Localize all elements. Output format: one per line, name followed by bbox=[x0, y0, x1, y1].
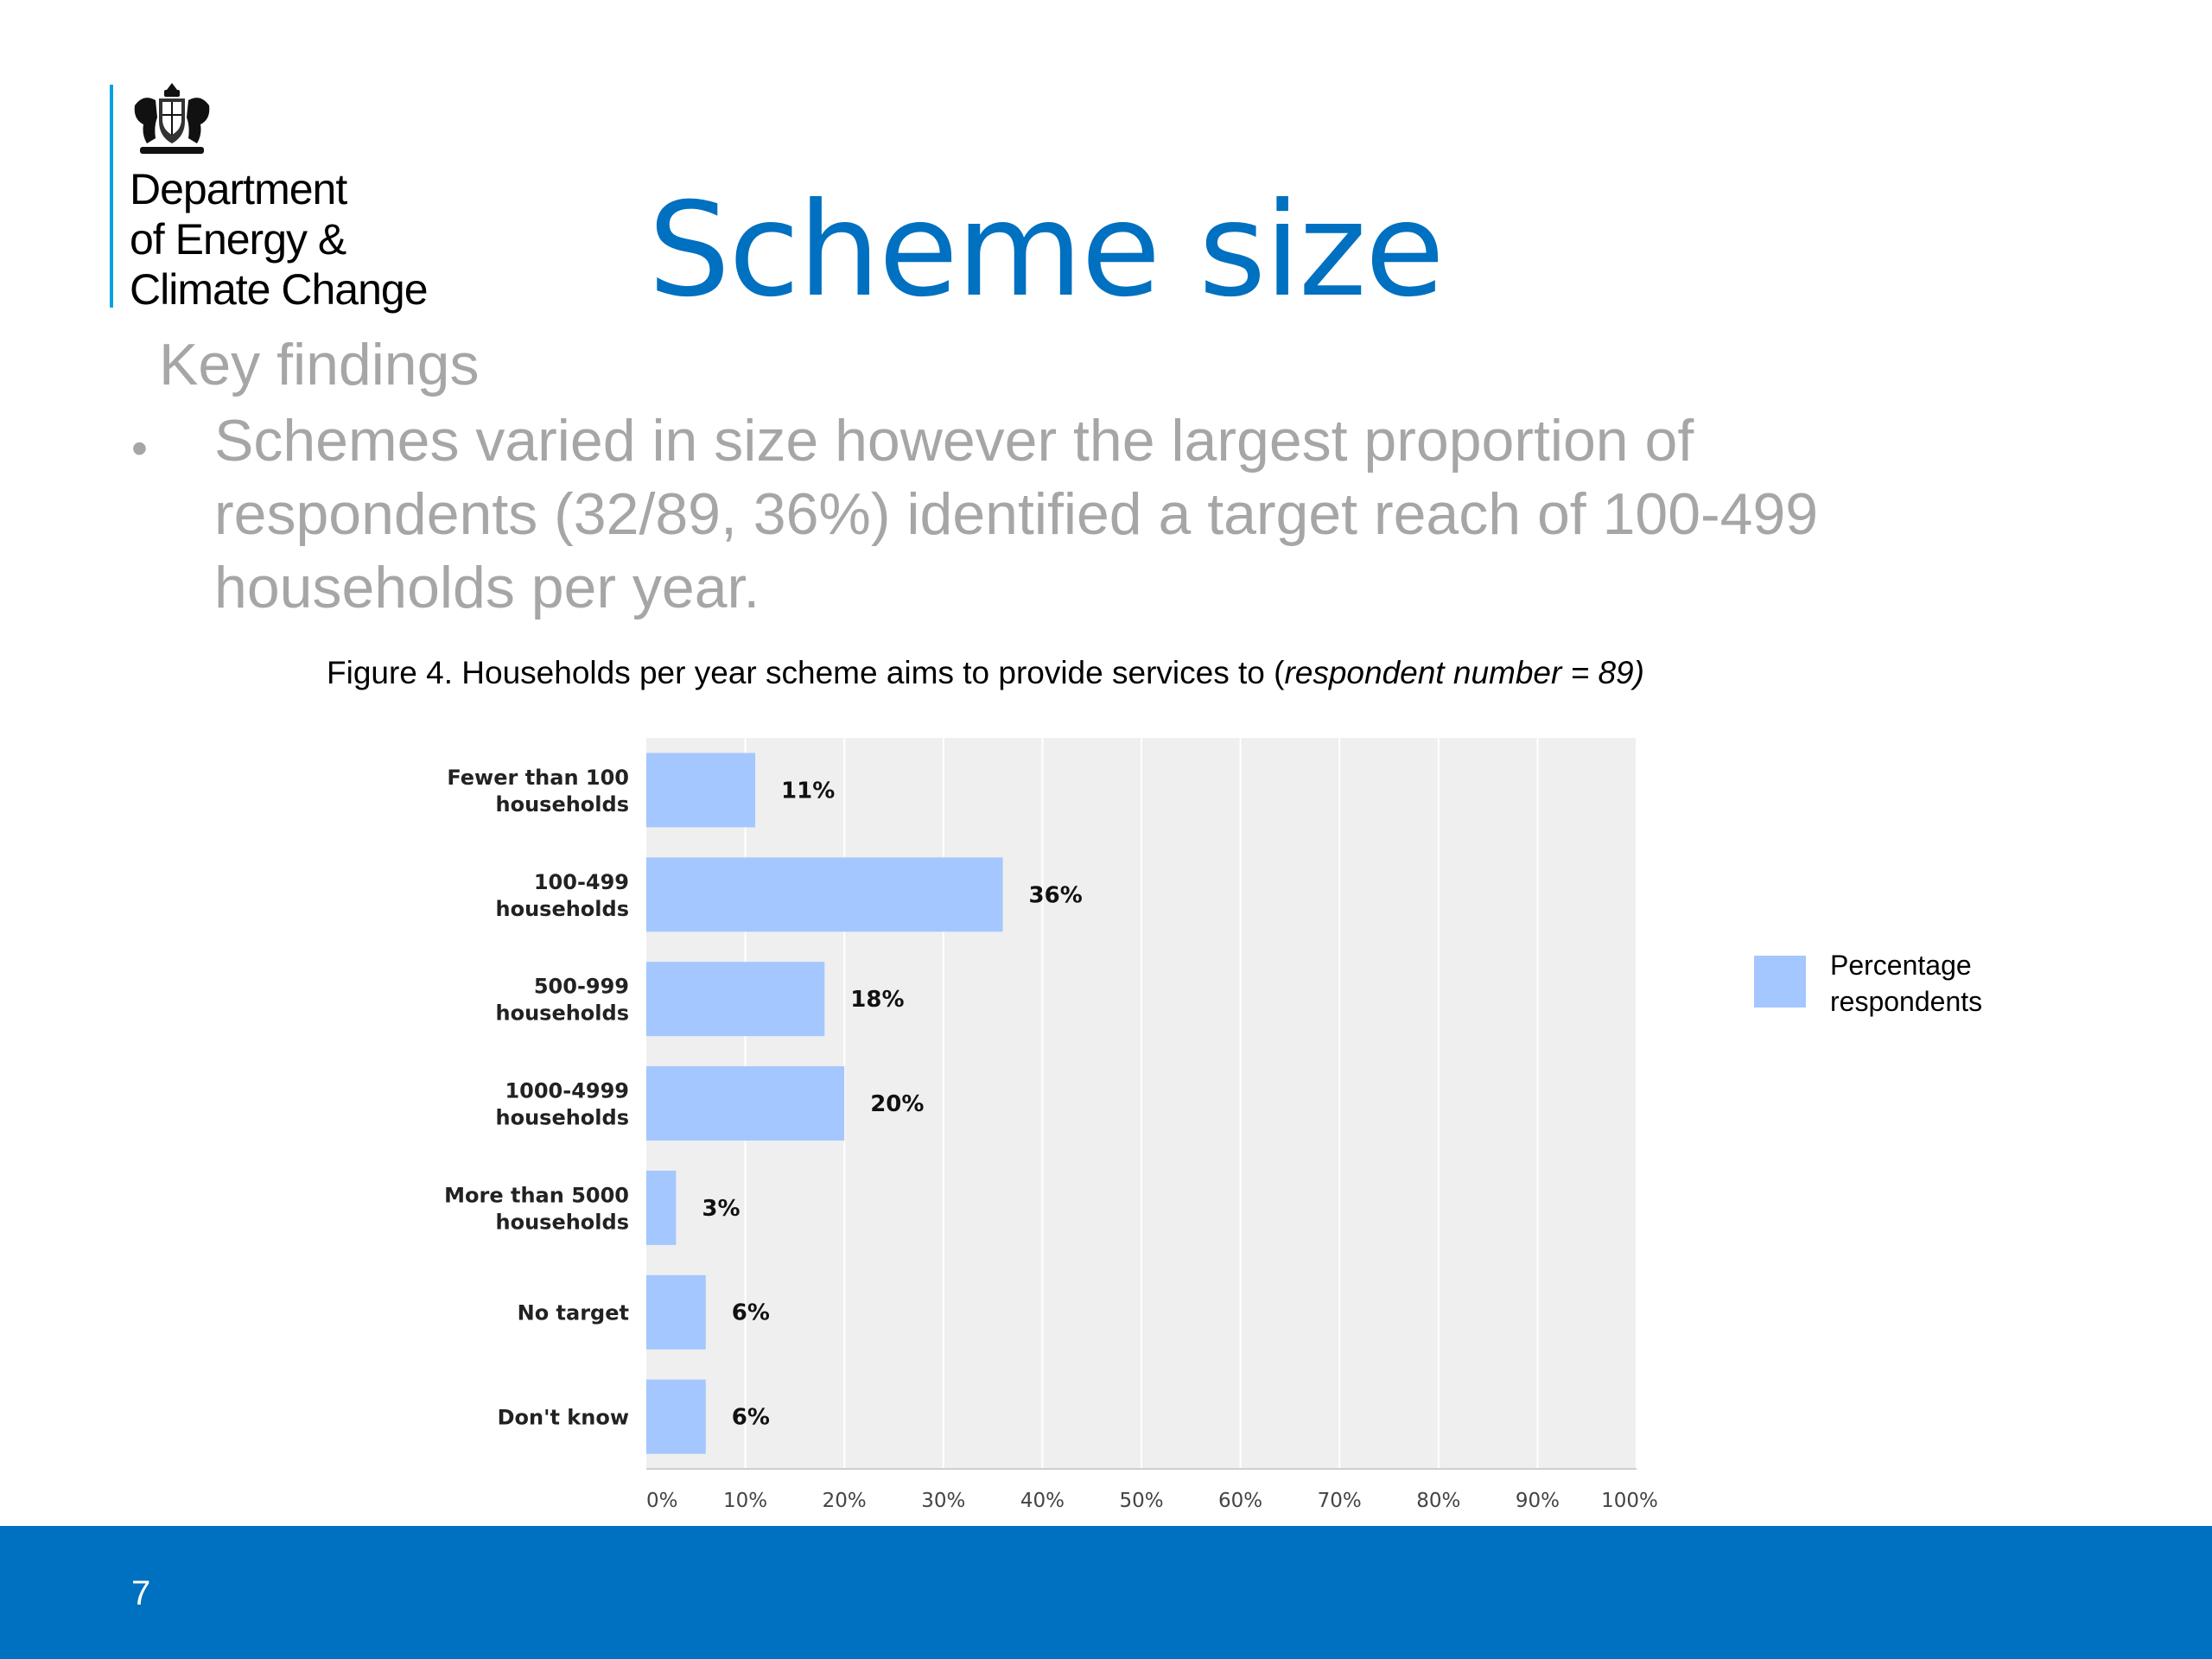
organisation-name-line: of Energy & bbox=[130, 215, 346, 264]
bar bbox=[646, 1066, 844, 1141]
legend-label-line: respondents bbox=[1830, 986, 1983, 1017]
page-number: 7 bbox=[131, 1574, 151, 1612]
category-label: households bbox=[495, 791, 629, 817]
data-label: 20% bbox=[870, 1091, 925, 1117]
legend-swatch bbox=[1754, 956, 1806, 1007]
category-label: 1000-4999 bbox=[505, 1078, 629, 1103]
royal-coat-of-arms-icon bbox=[128, 79, 216, 157]
category-label: households bbox=[495, 1105, 629, 1130]
figure-caption-italic: respondent number = 89) bbox=[1284, 655, 1644, 690]
bar bbox=[646, 962, 824, 1036]
category-label: Don't know bbox=[497, 1405, 629, 1430]
legend-label-line: Percentage bbox=[1830, 950, 1972, 981]
bar bbox=[646, 753, 755, 827]
x-tick-label: 60% bbox=[1218, 1490, 1263, 1512]
category-label: 100-499 bbox=[533, 869, 629, 894]
x-tick-label: 80% bbox=[1416, 1490, 1461, 1512]
organisation-name bbox=[130, 164, 428, 315]
data-label: 3% bbox=[702, 1195, 741, 1222]
figure-caption bbox=[327, 655, 1644, 691]
data-label: 11% bbox=[781, 778, 836, 804]
key-findings-heading: Key findings bbox=[159, 332, 480, 397]
bar bbox=[646, 1275, 706, 1350]
x-tick-label: 30% bbox=[921, 1490, 966, 1512]
organisation-name-line: Climate Change bbox=[130, 265, 428, 314]
x-tick-label: 90% bbox=[1515, 1490, 1560, 1512]
category-label: Fewer than 100 bbox=[447, 765, 629, 790]
x-tick-label: 100% bbox=[1601, 1490, 1658, 1512]
category-label: More than 5000 bbox=[444, 1183, 629, 1208]
figure-caption-main: Figure 4. Households per year scheme aims to provide services to ( bbox=[327, 655, 1285, 690]
category-label: households bbox=[495, 896, 629, 921]
category-label: households bbox=[495, 1210, 629, 1235]
data-label: 6% bbox=[731, 1300, 770, 1326]
data-label: 6% bbox=[731, 1404, 770, 1431]
logo-accent-bar bbox=[110, 85, 113, 308]
bar-chart bbox=[432, 726, 1676, 1525]
x-tick-label: 50% bbox=[1119, 1490, 1164, 1512]
category-label: households bbox=[495, 1001, 629, 1026]
category-label: No target bbox=[517, 1300, 629, 1325]
footer-bar bbox=[0, 1526, 2212, 1659]
bar bbox=[646, 1380, 706, 1454]
slide-title: Scheme size bbox=[648, 175, 1443, 326]
organisation-name-line: Department bbox=[130, 165, 347, 213]
key-finding-bullet: Schemes varied in size however the largest proportion of respondents (32/89, 36%) identified a target reach of 100-499 households per year. bbox=[214, 408, 1819, 620]
x-tick-label: 20% bbox=[822, 1490, 867, 1512]
x-tick-label: 70% bbox=[1317, 1490, 1362, 1512]
data-label: 36% bbox=[1028, 882, 1083, 909]
x-tick-label: 40% bbox=[1020, 1490, 1065, 1512]
x-tick-label: 10% bbox=[723, 1490, 768, 1512]
data-label: 18% bbox=[850, 987, 905, 1014]
x-tick-label: 0% bbox=[646, 1490, 678, 1512]
bar bbox=[646, 857, 1003, 931]
category-label: 500-999 bbox=[533, 974, 629, 999]
legend-label bbox=[1830, 947, 2037, 1020]
bar bbox=[646, 1171, 676, 1245]
bullet-marker: • bbox=[131, 423, 148, 474]
